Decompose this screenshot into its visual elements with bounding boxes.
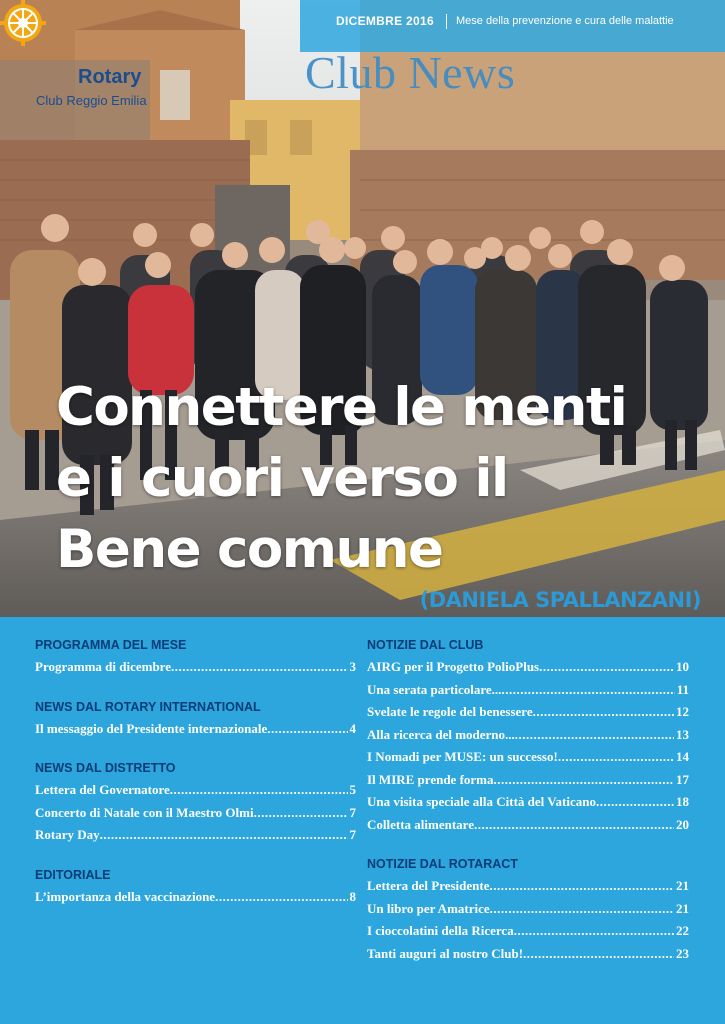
toc-leader-dots bbox=[490, 898, 674, 921]
toc-entry-title: Rotary Day bbox=[35, 827, 100, 842]
issue-theme: Mese della prevenzione e cura delle malattie bbox=[456, 15, 674, 27]
toc-entry[interactable] bbox=[367, 920, 689, 943]
toc-leader-dots bbox=[523, 943, 674, 966]
toc-column-right bbox=[367, 637, 689, 965]
toc-entry[interactable] bbox=[35, 779, 356, 802]
toc-section-notizie-dal-rotaract: NOTIZIE DAL ROTARACT bbox=[367, 857, 518, 871]
toc-entry-title: Lettera del Governatore bbox=[35, 782, 170, 797]
toc-entry[interactable] bbox=[367, 701, 689, 724]
toc-entry[interactable] bbox=[367, 769, 689, 792]
toc-page-number: 7 bbox=[349, 804, 356, 820]
toc-entry-title: I cioccolatini della Ricerca bbox=[367, 923, 514, 938]
toc-section-news-dal-rotary-international: NEWS DAL ROTARY INTERNATIONAL bbox=[35, 699, 261, 714]
toc-leader-dots bbox=[539, 656, 674, 679]
toc-leader-dots bbox=[474, 814, 674, 837]
toc-entry-title: Alla ricerca del moderno... bbox=[367, 726, 515, 742]
toc-entry-title: AIRG per il Progetto PolioPlus bbox=[367, 659, 540, 674]
toc-entry[interactable] bbox=[367, 814, 689, 837]
toc-page-number: 3 bbox=[349, 659, 356, 674]
toc-page-number: 11 bbox=[676, 681, 689, 697]
rotary-wheel-icon bbox=[0, 0, 46, 46]
toc-page-number: 18 bbox=[676, 794, 689, 809]
toc-page-number: 13 bbox=[676, 726, 689, 742]
toc-leader-dots bbox=[490, 875, 675, 898]
club-name: Club Reggio Emilia bbox=[36, 93, 147, 108]
toc-entry-title: Lettera del Presidente bbox=[367, 878, 490, 893]
toc-entry[interactable] bbox=[35, 802, 356, 825]
toc-page-number: 4 bbox=[349, 720, 356, 736]
toc-entry[interactable] bbox=[367, 724, 689, 747]
toc-page-number: 21 bbox=[676, 878, 689, 893]
toc-section-programma-del-mese: PROGRAMMA DEL MESE bbox=[35, 638, 187, 652]
rotary-logo-word: Rotary bbox=[78, 66, 142, 88]
header-divider bbox=[446, 14, 447, 29]
toc-entry-title: Svelate le regole del benessere bbox=[367, 704, 533, 719]
toc-entry-title: L’importanza della vaccinazione bbox=[35, 888, 216, 904]
toc-page-number: 14 bbox=[676, 749, 689, 764]
toc-entry[interactable] bbox=[367, 746, 689, 769]
toc-page-number: 10 bbox=[676, 659, 689, 674]
toc-page-number: 21 bbox=[676, 900, 689, 916]
toc-page-number: 12 bbox=[676, 704, 689, 719]
toc-leader-dots bbox=[514, 920, 674, 943]
toc-entry[interactable] bbox=[367, 679, 689, 702]
table-of-contents bbox=[0, 617, 725, 1024]
toc-page-number: 7 bbox=[349, 827, 356, 842]
toc-page-number: 5 bbox=[349, 782, 356, 797]
toc-leader-dots bbox=[558, 746, 674, 769]
toc-entry[interactable] bbox=[35, 886, 356, 909]
toc-leader-dots bbox=[254, 802, 348, 825]
toc-entry-title: Una visita speciale alla Città del Vaticano bbox=[367, 794, 596, 809]
headline-author: (DANIELA SPALLANZANI) bbox=[419, 588, 701, 612]
toc-page-number: 17 bbox=[676, 771, 689, 787]
toc-page-number: 20 bbox=[676, 816, 689, 832]
toc-leader-dots bbox=[215, 886, 347, 909]
toc-entry[interactable] bbox=[35, 656, 356, 679]
toc-entry[interactable] bbox=[367, 875, 689, 898]
toc-page-number: 22 bbox=[676, 923, 689, 938]
toc-entry-title: Programma di dicembre bbox=[35, 659, 171, 674]
toc-section-news-dal-distretto: NEWS DAL DISTRETTO bbox=[35, 761, 176, 775]
toc-entry-title: Tanti auguri al nostro Club! bbox=[367, 945, 524, 961]
issue-date: DICEMBRE 2016 bbox=[336, 14, 434, 28]
toc-entry-title: Un libro per Amatrice bbox=[367, 900, 490, 916]
toc-entry[interactable] bbox=[35, 824, 356, 847]
toc-section-editoriale: EDITORIALE bbox=[35, 867, 111, 882]
masthead-title: Club News bbox=[305, 47, 516, 98]
toc-leader-dots bbox=[100, 824, 348, 847]
toc-entry[interactable] bbox=[367, 791, 689, 814]
toc-column-left bbox=[35, 637, 356, 908]
toc-leader-dots bbox=[494, 769, 674, 792]
toc-leader-dots bbox=[170, 779, 348, 802]
toc-leader-dots bbox=[267, 718, 347, 741]
toc-entry-title: Concerto di Natale con il Maestro Olmi bbox=[35, 804, 254, 820]
headline-line: Connettere le menti bbox=[56, 377, 627, 438]
toc-entry[interactable] bbox=[367, 656, 689, 679]
toc-entry-title: Colletta alimentare bbox=[367, 816, 474, 832]
toc-page-number: 23 bbox=[676, 945, 689, 961]
toc-entry[interactable] bbox=[367, 898, 689, 921]
headline-line: Bene comune bbox=[56, 519, 443, 580]
toc-leader-dots bbox=[533, 701, 674, 724]
toc-leader-dots bbox=[596, 791, 674, 814]
toc-entry-title: Il MIRE prende forma bbox=[367, 771, 494, 787]
toc-page-number: 8 bbox=[349, 888, 356, 904]
toc-entry-title: I Nomadi per MUSE: un successo! bbox=[367, 749, 558, 764]
headline-line: e i cuori verso il bbox=[56, 448, 508, 509]
toc-entry[interactable] bbox=[35, 718, 356, 741]
toc-entry-title: Una serata particolare... bbox=[367, 681, 502, 697]
toc-leader-dots bbox=[171, 656, 348, 679]
toc-section-notizie-dal-club: NOTIZIE DAL CLUB bbox=[367, 638, 484, 652]
toc-leader-dots bbox=[515, 724, 674, 747]
toc-leader-dots bbox=[501, 679, 674, 702]
cover-headline bbox=[56, 372, 721, 585]
toc-entry-title: Il messaggio del Presidente internazionale bbox=[35, 720, 268, 736]
toc-entry[interactable] bbox=[367, 943, 689, 966]
